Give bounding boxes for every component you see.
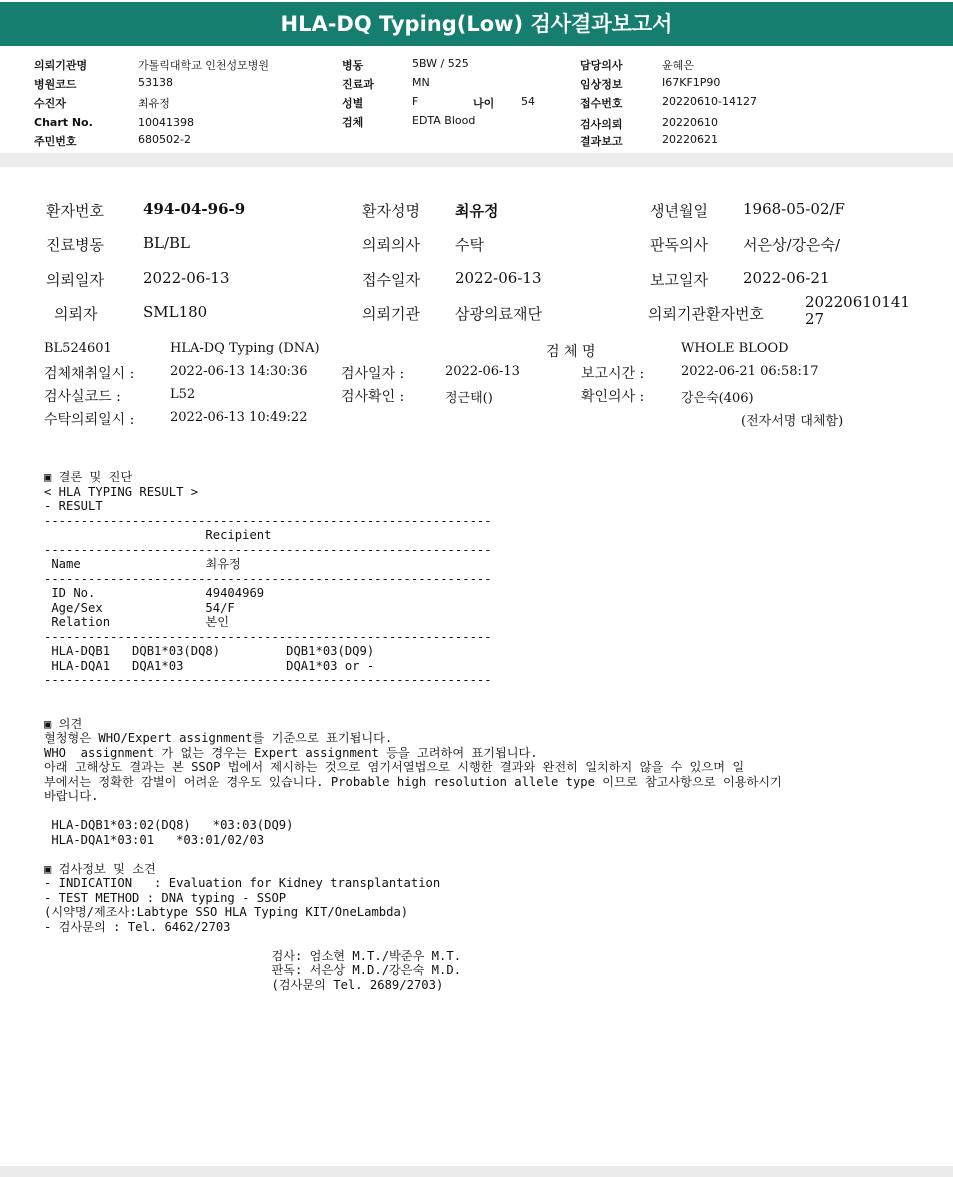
report-body: ▣ 결론 및 진단 < HLA TYPING RESULT > - RESULT ------------------------------------------------------------- Recipient ------------------------------------------------------------- Name 최유정 ------------------------------------------------------------- ID No. 49404969 Age/Sex 54/F Relation 본인 ------------------------------------------------------------- HLA-DQB1 DQB1*03(DQ8) DQB1*03(DQ9) HLA-DQA1 DQA1*03 DQA1*03 or - ------------------------------------------------------------- ▣ 의견 혈청형은 WHO/Expert assignment를 기준으로 표기됩니다. WHO assignment 가 없는 경우는 Expert assignment 등을 고려하여 표기됩니다. 아래 고해상도 결과는 본 SSOP 법에서 제시하는 것으로 염기서열법으로 시행한 결과와 완전히 일치하지 않을 수 있으며 일 부에서는 정확한 감별이 어려운 경우도 있습니다. Probable high resolution allele type 이므로 참고사항으로 이용하시기 바랍니다. HLA-DQB1*03:02(DQ8) *03:03(DQ9) HLA-DQA1*03:01 *03:01/02/03 ▣ 검사정보 및 소견 - INDICATION : Evaluation for Kidney transplantation - TEST METHOD : DNA typing - SSOP (시약명/제조사:Labtype SSO HLA Typing KIT/OneLambda) - 검사문의 : Tel. 6462/2703 검사: 엄소현 M.T./박준우 M.T. 판독: 서은상 M.D./강은숙 M.D. (검사문의 Tel. 2689/2703) xyxy=(44,470,782,992)
header-value: 최유정 xyxy=(138,97,170,110)
header-value: 20220621 xyxy=(662,133,718,146)
patient-label: 의뢰의사 xyxy=(362,236,420,254)
header-label: 임상정보 xyxy=(580,78,623,91)
reporttime-label: 보고시간 : xyxy=(581,366,645,382)
agency-patient-number: 2022061014127 xyxy=(805,293,910,328)
report-title: HLA-DQ Typing(Low) 검사결과보고서 xyxy=(0,2,953,46)
header-label: 성별 xyxy=(342,97,364,110)
header-label: 병동 xyxy=(342,59,364,72)
request-value: 2022-06-13 10:49:22 xyxy=(170,410,308,425)
doctor-value: 강은숙(406) xyxy=(681,391,754,406)
header-label: Chart No. xyxy=(34,116,93,129)
esign-note: (전자서명 대체함) xyxy=(741,414,844,429)
patient-label: 보고일자 xyxy=(650,271,708,289)
patient-value: BL/BL xyxy=(143,234,191,252)
header-value: 가톨릭대학교 인천성모병원 xyxy=(138,59,270,72)
header-label: 결과보고 xyxy=(580,135,623,148)
patient-value: 삼광의료재단 xyxy=(455,305,542,323)
header-label: 수진자 xyxy=(34,97,66,110)
header-value: MN xyxy=(412,76,430,89)
bottom-bar xyxy=(0,1166,953,1177)
header-label: 진료과 xyxy=(342,78,374,91)
patient-label: 접수일자 xyxy=(362,271,420,289)
age-value: 54 xyxy=(521,95,535,108)
patient-value: 1968-05-02/F xyxy=(743,200,845,218)
confirm-value: 정근태() xyxy=(445,391,493,406)
patient-label: 생년월일 xyxy=(650,202,708,220)
reporttime-value: 2022-06-21 06:58:17 xyxy=(681,364,819,379)
collect-label: 검체채취일시 : xyxy=(44,366,135,382)
header-value: EDTA Blood xyxy=(412,114,476,127)
header-value: 5BW / 525 xyxy=(412,57,469,70)
patient-value: 2022-06-13 xyxy=(143,269,230,287)
request-label: 수탁의뢰일시 : xyxy=(44,412,135,428)
header-label: 담당의사 xyxy=(580,59,623,72)
header-value: 20220610-14127 xyxy=(662,95,757,108)
specimen-value: WHOLE BLOOD xyxy=(681,341,789,356)
patient-number: 494-04-96-9 xyxy=(143,200,246,218)
header-value: 53138 xyxy=(138,76,173,89)
doctor-label: 확인의사 : xyxy=(581,389,645,405)
header-value: 10041398 xyxy=(138,116,194,129)
section-divider xyxy=(0,153,953,167)
header-value: 680502-2 xyxy=(138,133,191,146)
header-label: 의뢰기관명 xyxy=(34,59,88,72)
header-value: 20220610 xyxy=(662,116,718,129)
testdate-label: 검사일자 : xyxy=(341,366,405,382)
patient-value: 2022-06-13 xyxy=(455,269,542,287)
header-label: 주민번호 xyxy=(34,135,77,148)
patient-label: 판독의사 xyxy=(650,236,708,254)
patient-label: 의뢰일자 xyxy=(46,271,104,289)
collect-value: 2022-06-13 14:30:36 xyxy=(170,364,308,379)
age-label: 나이 xyxy=(473,97,495,110)
patient-value: 수탁 xyxy=(455,236,484,254)
room-value: L52 xyxy=(170,387,196,402)
patient-label: 환자성명 xyxy=(362,202,420,220)
header-value: 윤혜은 xyxy=(662,59,694,72)
patient-label: 진료병동 xyxy=(46,236,104,254)
room-label: 검사실코드 : xyxy=(44,389,121,405)
patient-label: 의뢰기관 xyxy=(362,305,420,323)
specimen-label: 검 체 명 xyxy=(546,344,596,360)
header-value: F xyxy=(412,95,419,108)
patient-label: 환자번호 xyxy=(46,202,104,220)
patient-label: 의뢰기관환자번호 xyxy=(648,305,764,323)
header-label: 접수번호 xyxy=(580,97,623,110)
patient-value: 2022-06-21 xyxy=(743,269,830,287)
test-code: BL524601 xyxy=(44,341,112,356)
patient-value: 서은상/강은숙/ xyxy=(743,236,841,254)
patient-value: SML180 xyxy=(143,303,208,321)
patient-name: 최유정 xyxy=(455,202,499,220)
test-name: HLA-DQ Typing (DNA) xyxy=(170,341,320,356)
confirm-label: 검사확인 : xyxy=(341,389,405,405)
header-label: 병원코드 xyxy=(34,78,77,91)
header-value: I67KF1P90 xyxy=(662,76,721,89)
patient-label: 의뢰자 xyxy=(54,305,98,323)
header-label: 검사의뢰 xyxy=(580,118,623,131)
testdate-value: 2022-06-13 xyxy=(445,364,520,379)
header-label: 검체 xyxy=(342,116,364,129)
